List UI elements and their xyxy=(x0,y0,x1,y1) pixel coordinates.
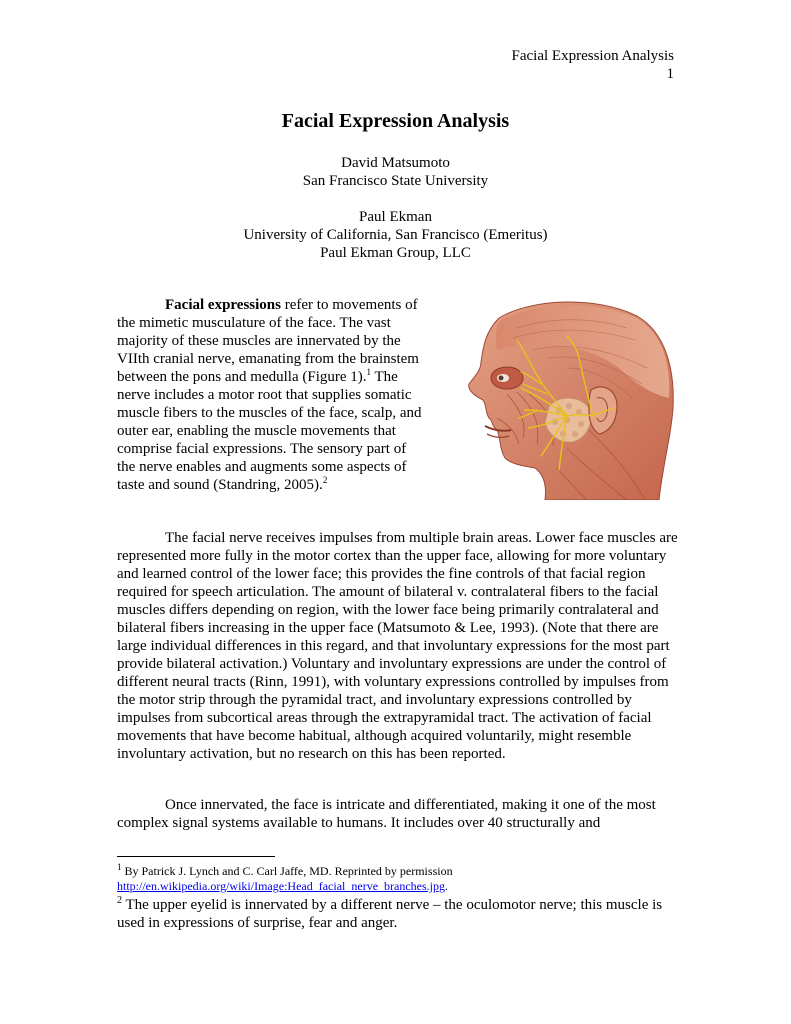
body-paragraph-3 xyxy=(117,796,679,832)
intro-term: Facial expressions xyxy=(165,297,281,313)
footnotes xyxy=(117,864,679,932)
footnote-1-end: . xyxy=(445,879,449,893)
footnote-1-link[interactable]: http://en.wikipedia.org/wiki/Image:Head_facial_nerve_branches.jpg xyxy=(117,879,446,893)
footnote-divider xyxy=(117,856,275,857)
footnote-2 xyxy=(117,896,679,932)
intro-paragraph xyxy=(117,296,427,494)
running-head xyxy=(512,47,674,83)
author-affiliation: University of California, San Francisco (Emeritus) xyxy=(243,227,548,243)
author-list xyxy=(0,154,791,280)
head-facial-nerve-figure xyxy=(437,298,675,500)
author-affiliation-2: Paul Ekman Group, LLC xyxy=(320,245,471,261)
page-number: 1 xyxy=(666,66,674,82)
footnote-ref-1[interactable]: 1 xyxy=(366,367,372,377)
footnote-1-mark: 1 xyxy=(117,862,122,872)
footnote-ref-2[interactable]: 2 xyxy=(322,475,328,485)
body-paragraph-2 xyxy=(117,529,679,763)
author-block xyxy=(0,208,791,262)
footnote-2-mark: 2 xyxy=(117,895,122,906)
footnote-1-text: By Patrick J. Lynch and C. Carl Jaffe, MD. Reprinted by permission xyxy=(121,864,453,878)
running-head-title: Facial Expression Analysis xyxy=(511,48,674,64)
paper-title: Facial Expression Analysis xyxy=(281,110,510,132)
paragraph-3-text: Once innervated, the face is intricate and differentiated, making it one of the most complex signal systems available to humans. It includes over 40 structurally and xyxy=(117,797,656,831)
author-affiliation: San Francisco State University xyxy=(302,173,489,189)
author-name: Paul Ekman xyxy=(359,209,432,225)
footnote-2-text: The upper eyelid is innervated by a different nerve – the oculomotor nerve; this muscle is used in expressions of surprise, fear and anger. xyxy=(117,897,663,931)
paragraph-2-text: The facial nerve receives impulses from multiple brain areas. Lower face muscles are represented more fully in the motor cortex than the upper face, allowing for more voluntary and learned control of the lower face; this provides the fine controls of that facial region required for speech articulation. The amount of bilateral v. contralateral fibers to the facial muscles differs depending on region, with the lower face being primarily contralateral and bilateral fibers increasing in the upper face (Matsumoto & Lee, 1993). (Note that there are large individual differences in this regard, and that involuntary expressions for the most part provide bilateral activation.) Voluntary and involuntary expressions are under the control of different neural tracts (Rinn, 1991), with voluntary expressions controlled by impulses from the motor strip through the pyramidal tract, and involuntary expressions controlled by impulses from subcortical areas through the extrapyramidal tract. The activation of facial movements that have become habitual, although acquired voluntarily, might resemble involuntary activation, but no research on this has been reported. xyxy=(117,530,678,762)
footnote-1 xyxy=(117,864,679,894)
intro-text-a: refer to movements of the mimetic musculature of the face. The vast majority of these muscles are innervated by the VIIth cranial nerve, emanating from the brainstem between the pons and medulla (Figure 1). xyxy=(117,297,419,385)
author-name: David Matsumoto xyxy=(341,155,450,171)
author-block xyxy=(0,154,791,190)
head-facial-nerve-illustration-icon xyxy=(437,298,675,500)
intro-text-b: The nerve includes a motor root that supplies somatic muscle fibers to the muscles of the face, scalp, and outer ear, enabling the muscle movements that comprise facial expressions. The sensory part of the nerve enables and augments some aspects of taste and sound (Standring, 2005). xyxy=(117,369,422,493)
